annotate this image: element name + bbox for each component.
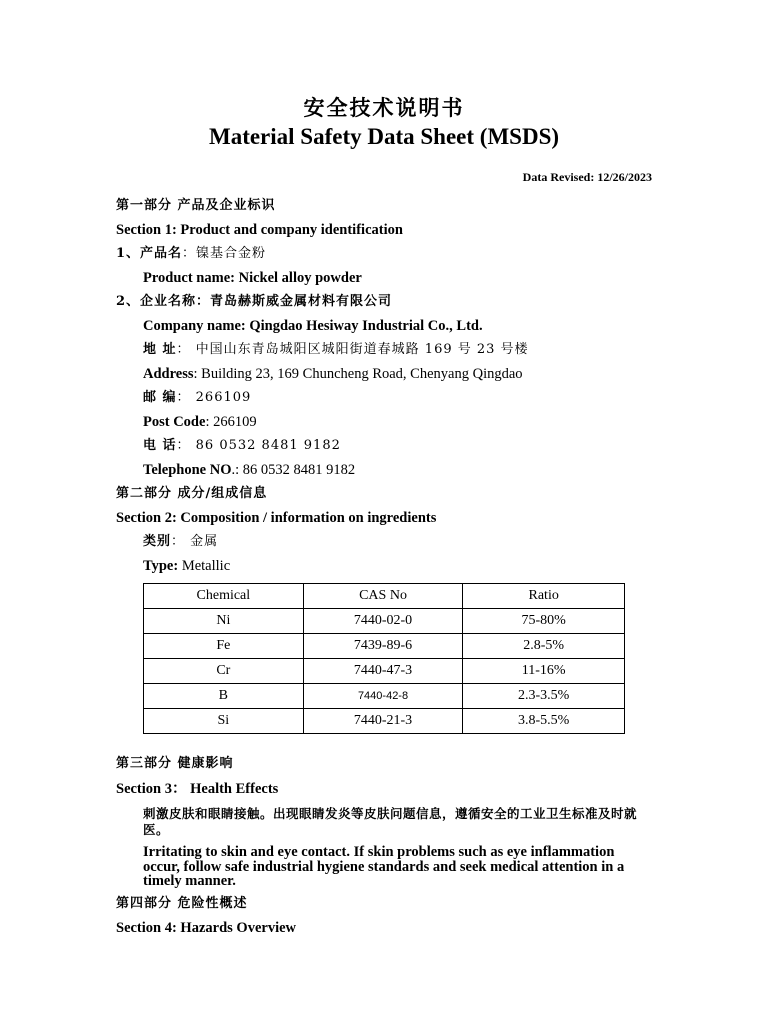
address-cn-label: 地 址 [143, 342, 177, 357]
type-cn-label: 类别 [143, 534, 172, 549]
address-cn-value: ： 中国山东青岛城阳区城阳街道春城路 169 号 23 号楼 [176, 342, 529, 357]
table-cell-cas: 7440-21-3 [303, 709, 463, 734]
table-cell-cas: 7440-47-3 [303, 659, 463, 684]
phone-en-value: .: 86 0532 8481 9182 [231, 462, 356, 478]
table-cell-chemical: Fe [144, 634, 304, 659]
section4-heading-en: Section 4: Hazards Overview [116, 920, 297, 936]
table-header-cell: Ratio [463, 584, 625, 609]
type-en [143, 557, 230, 575]
phone-cn [143, 437, 341, 455]
section1-heading-cn: 第一部分 产品及企业标识 [116, 198, 276, 213]
table-cell-cas: 7440-42-8 [303, 684, 463, 709]
type-cn [143, 533, 218, 551]
company-name-cn: 2、企业名称：青岛赫斯威金属材料有限公司 [116, 294, 393, 309]
title-chinese: 安全技术说明书 [303, 95, 465, 120]
section1-heading-en: Section 1: Product and company identification [116, 222, 403, 238]
product-name-cn-label: 1、产品名 [116, 246, 183, 261]
table-row [144, 634, 625, 659]
section2-heading-en: Section 2: Composition / information on ingredients [116, 510, 437, 526]
company-name-en: Company name: Qingdao Hesiway Industrial Co., Ltd. [143, 318, 483, 334]
table-header-cell: Chemical [144, 584, 304, 609]
phone-cn-value: ： 86 0532 8481 9182 [176, 438, 341, 453]
postcode-cn [143, 389, 251, 407]
table-row [144, 684, 625, 709]
title-english: Material Safety Data Sheet (MSDS) [208, 124, 560, 149]
phone-cn-label: 电 话 [143, 438, 177, 453]
address-en [143, 365, 523, 383]
section3-heading-cn: 第三部分 健康影响 [116, 756, 234, 771]
phone-en [143, 461, 355, 479]
health-effects-text-en: Irritating to skin and eye contact. If skin problems such as eye inflammation occur, follow safe industrial hygiene standards and seek medical attention in a timely manner. [143, 844, 625, 889]
product-name-en-label: Product name [143, 270, 231, 286]
phone-en-label: Telephone NO [143, 462, 232, 478]
postcode-en-value: : 266109 [205, 414, 257, 430]
type-cn-value: ： 金属 [171, 534, 219, 549]
date-revised: Data Revised: 12/26/2023 [522, 170, 652, 184]
table-header-row [144, 584, 625, 609]
postcode-en [143, 413, 257, 431]
postcode-en-label: Post Code [143, 414, 206, 430]
section4-heading-cn: 第四部分 危险性概述 [116, 896, 248, 911]
table-cell-chemical: Ni [144, 609, 304, 634]
table-row [144, 709, 625, 734]
product-name-cn [116, 245, 266, 263]
table-cell-cas: 7440-02-0 [303, 609, 463, 634]
section2-heading-cn: 第二部分 成分/组成信息 [116, 486, 268, 501]
table-cell-chemical: B [144, 684, 304, 709]
section3-heading-en: Section 3： Health Effects [116, 781, 279, 797]
health-effects-text-cn: 刺激皮肤和眼睛接触。出现眼睛发炎等皮肤问题信息，遵循安全的工业卫生标准及时就医。 [143, 806, 638, 837]
table-cell-ratio: 75-80% [463, 609, 625, 634]
table-cell-chemical: Cr [144, 659, 304, 684]
table-cell-ratio: 3.8-5.5% [463, 709, 625, 734]
product-name-en [143, 269, 362, 287]
composition-table [143, 583, 625, 734]
postcode-cn-label: 邮 编 [143, 390, 177, 405]
table-cell-ratio: 2.8-5% [463, 634, 625, 659]
product-name-en-value: : Nickel alloy powder [230, 270, 362, 286]
address-en-label: Address [143, 366, 194, 382]
address-cn [143, 341, 529, 359]
address-en-value: : Building 23, 169 Chuncheng Road, Chenyang Qingdao [193, 366, 523, 382]
type-en-value: Metallic [178, 558, 231, 574]
postcode-cn-value: ： 266109 [176, 390, 252, 405]
product-name-cn-value: ：镍基合金粉 [182, 246, 267, 261]
type-en-label: Type: [143, 558, 179, 574]
table-cell-ratio: 11-16% [463, 659, 625, 684]
table-cell-ratio: 2.3-3.5% [463, 684, 625, 709]
table-header-cell: CAS No [303, 584, 463, 609]
table-row [144, 659, 625, 684]
table-cell-cas: 7439-89-6 [303, 634, 463, 659]
table-cell-chemical: Si [144, 709, 304, 734]
table-row [144, 609, 625, 634]
